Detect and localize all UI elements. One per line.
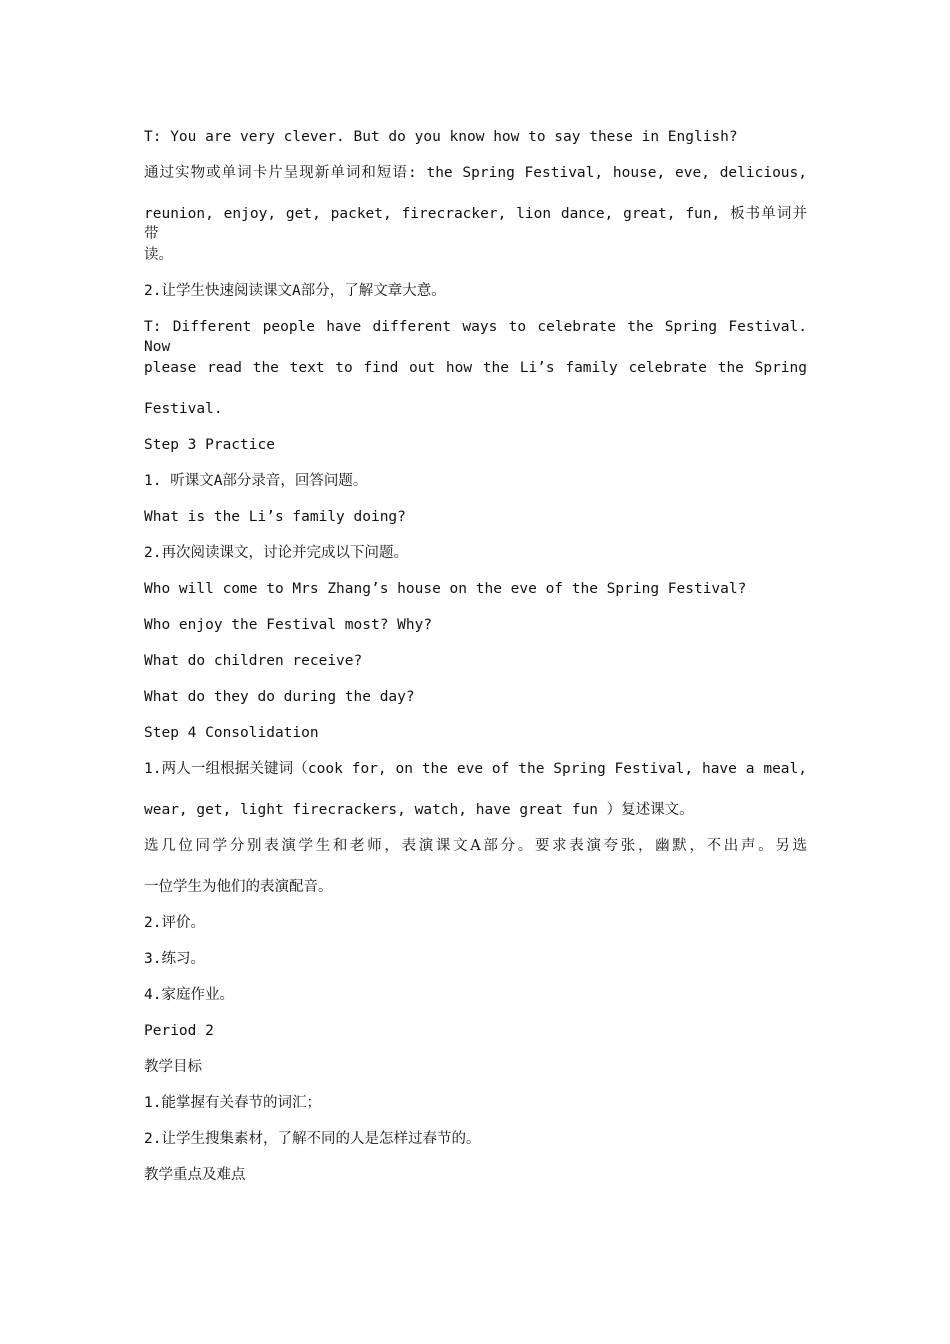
text-line: What is the Li’s family doing? [144,509,406,525]
text-line: 1.能掌握有关春节的词汇； [144,1095,321,1111]
text-line: Who enjoy the Festival most? Why? [144,617,433,633]
text-line: 选几位同学分别表演学生和老师，表演课文A部分。要求表演夸张，幽默，不出声。另选 [144,838,807,854]
text-line: 3.练习。 [144,951,205,967]
text-line: What do they do during the day? [144,689,415,705]
text-line: 读。 [144,247,173,263]
text-line: 通过实物或单词卡片呈现新单词和短语: the Spring Festival, house, eve, delicious, [144,165,807,181]
text-line: T: Different people have different ways to celebrate the Spring Festival. Now [144,319,807,355]
section-heading: 教学重点及难点 [144,1167,246,1183]
text-line: Who will come to Mrs Zhang’s house on the eve of the Spring Festival? [144,581,747,597]
text-line: Festival. [144,401,223,417]
text-line: What do children receive? [144,653,363,669]
section-heading: Step 3 Practice [144,437,275,453]
text-line: please read the text to find out how the Li’s family celebrate the Spring [144,360,807,376]
text-line: 2.让学生搜集素材，了解不同的人是怎样过春节的。 [144,1131,481,1147]
section-heading: 教学目标 [144,1059,202,1075]
section-heading: Period 2 [144,1023,214,1039]
text-line: 2.再次阅读课文，讨论并完成以下问题。 [144,545,408,561]
text-line: 1. 听课文A部分录音，回答问题。 [144,473,368,489]
text-line: 2.评价。 [144,915,205,931]
text-line: reunion, enjoy, get, packet, firecracker, lion dance, great, fun, 板书单词并带 [144,206,807,242]
text-line: 1.两人一组根据关键词（cook for, on the eve of the Spring Festival, have a meal, [144,761,807,777]
text-line: 4.家庭作业。 [144,987,234,1003]
text-line: 一位学生为他们的表演配音。 [144,879,333,895]
text-line: wear, get, light firecrackers, watch, have great fun ）复述课文。 [144,802,694,818]
text-line: 2.让学生快速阅读课文A部分，了解文章大意。 [144,283,446,299]
section-heading: Step 4 Consolidation [144,725,319,741]
text-line: T: You are very clever. But do you know how to say these in English? [144,129,738,145]
